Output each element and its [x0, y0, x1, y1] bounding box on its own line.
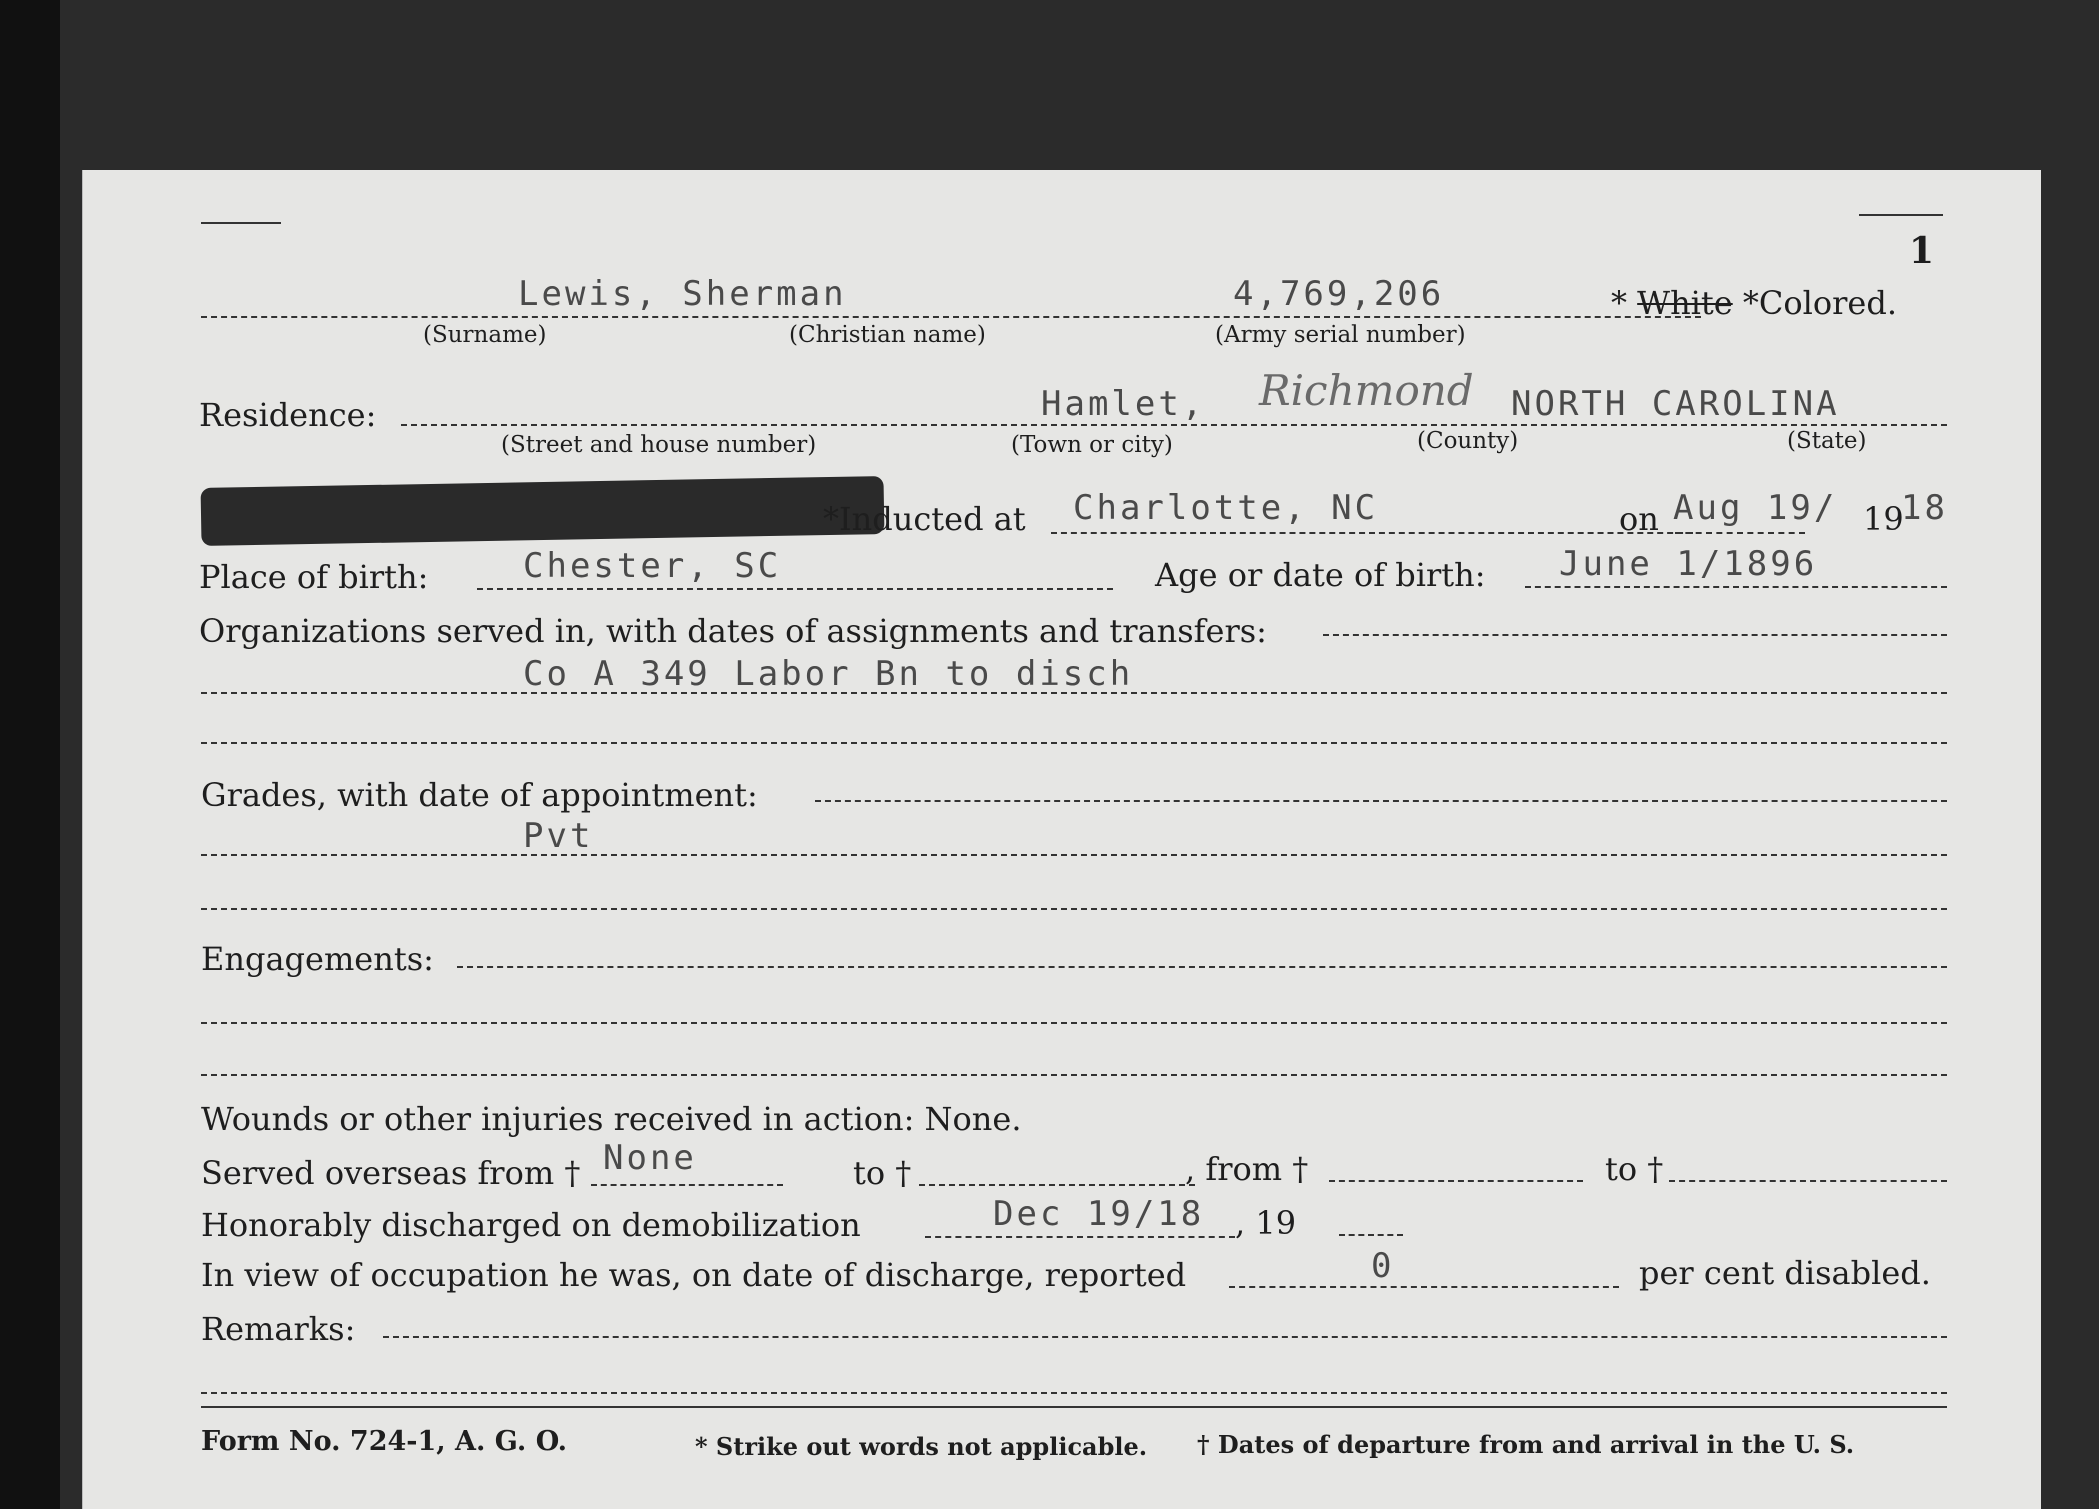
service-record-card: [82, 170, 2041, 1509]
residence-state: NORTH CAROLINA: [1511, 384, 1840, 424]
disability-label: In view of occupation he was, on date of discharge, reported: [201, 1256, 1187, 1294]
induction-year-suffix: 18: [1901, 488, 1948, 528]
induction-date: Aug 19/: [1673, 488, 1838, 528]
induction-year-prefix: 19: [1863, 500, 1904, 538]
overseas-to2-label: to †: [1605, 1150, 1664, 1188]
disability-value: 0: [1371, 1246, 1395, 1286]
disability-line: [1229, 1286, 1619, 1288]
date-of-birth: June 1/1896: [1559, 544, 1818, 584]
street-caption: (Street and house number): [501, 432, 817, 458]
residence-label: Residence:: [199, 396, 377, 434]
top-left-rule: [201, 222, 281, 224]
left-background-edge: [0, 0, 60, 1509]
discharge-date-line: [925, 1236, 1235, 1238]
grades-line-2: [201, 854, 1947, 856]
county-caption: (County): [1417, 428, 1519, 454]
overseas-to-label: to †: [853, 1154, 912, 1192]
grades-value: Pvt: [523, 816, 594, 856]
remarks-line-2: [201, 1392, 1947, 1394]
redaction-bar: [201, 476, 885, 546]
remarks-line-1: [383, 1336, 1947, 1338]
overseas-to2-line: [1669, 1180, 1947, 1182]
card-number: 1: [1909, 230, 1935, 272]
residence-line: [401, 424, 1947, 426]
place-of-birth: Chester, SC: [523, 546, 782, 586]
footer-rule: [201, 1406, 1947, 1408]
induction-on-label: on: [1619, 500, 1659, 538]
form-number: Form No. 724-1, A. G. O.: [201, 1426, 568, 1457]
served-overseas-label: Served overseas from †: [201, 1154, 581, 1192]
dates-note: † Dates of departure from and arrival in the U. S.: [1197, 1430, 1855, 1459]
race-colored: *Colored.: [1742, 284, 1898, 322]
strike-out-note: * Strike out words not applicable.: [695, 1432, 1148, 1461]
overseas-from-value: None: [603, 1138, 697, 1178]
overseas-to-line: [919, 1184, 1195, 1186]
army-serial-number: 4,769,206: [1233, 274, 1445, 314]
engagements-label: Engagements:: [201, 940, 434, 978]
engagements-line-3: [201, 1074, 1947, 1076]
race-prefix: *: [1611, 284, 1638, 322]
grades-line-3: [201, 908, 1947, 910]
state-caption: (State): [1787, 428, 1867, 454]
remarks-label: Remarks:: [201, 1310, 356, 1348]
organizations-line-3: [201, 742, 1947, 744]
discharge-date: Dec 19/18: [993, 1194, 1205, 1234]
wounds-label: Wounds or other injuries received in action: None.: [201, 1100, 1022, 1138]
inducted-at-label: *Inducted at: [823, 500, 1026, 538]
place-of-birth-label: Place of birth:: [199, 558, 429, 596]
grades-label: Grades, with date of appointment:: [201, 776, 758, 814]
overseas-from2-line: [1329, 1180, 1583, 1182]
residence-county: Richmond: [1259, 366, 1474, 415]
top-right-rule: [1859, 214, 1943, 216]
race-field: [1611, 284, 1897, 322]
organizations-line-2: [201, 692, 1947, 694]
organizations-value: Co A 349 Labor Bn to disch: [523, 654, 1134, 694]
date-of-birth-label: Age or date of birth:: [1155, 556, 1486, 594]
inducted-at-line: [1051, 532, 1693, 534]
discharge-label: Honorably discharged on demobilization: [201, 1206, 861, 1244]
race-white-struck: White: [1637, 284, 1733, 322]
place-of-birth-line: [477, 588, 1113, 590]
grades-line-1: [815, 800, 1947, 802]
name-line: [201, 316, 1701, 318]
discharge-year-prefix: , 19: [1235, 1204, 1297, 1242]
engagements-line-2: [201, 1022, 1947, 1024]
discharge-year-line: [1339, 1234, 1403, 1236]
soldier-name: Lewis, Sherman: [518, 274, 847, 314]
induction-place: Charlotte, NC: [1073, 488, 1379, 528]
overseas-from2-label: , from †: [1185, 1150, 1309, 1188]
residence-town: Hamlet,: [1041, 384, 1206, 424]
organizations-line-1: [1323, 634, 1947, 636]
disability-suffix: per cent disabled.: [1639, 1254, 1931, 1292]
organizations-label: Organizations served in, with dates of assignments and transfers:: [199, 612, 1267, 650]
serial-number-caption: (Army serial number): [1215, 322, 1466, 348]
date-of-birth-line: [1525, 586, 1947, 588]
town-caption: (Town or city): [1011, 432, 1173, 458]
christian-name-caption: (Christian name): [789, 322, 986, 348]
overseas-from-line: [591, 1184, 783, 1186]
surname-caption: (Surname): [423, 322, 547, 348]
induction-date-line: [1675, 532, 1805, 534]
engagements-line-1: [457, 966, 1947, 968]
